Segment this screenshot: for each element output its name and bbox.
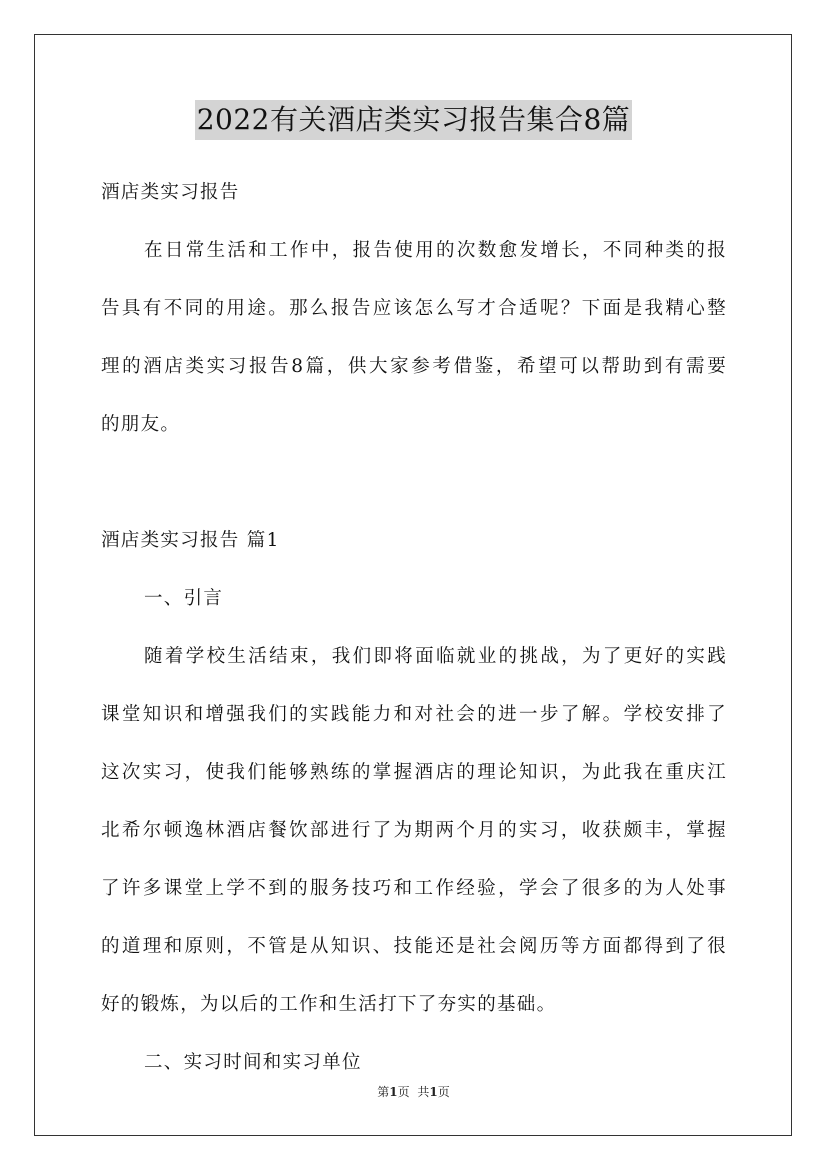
subsection-heading: 一、引言 xyxy=(144,588,224,609)
section-heading: 酒店类实习报告 xyxy=(101,182,240,203)
page-number: 1 xyxy=(389,1085,398,1099)
total-label-prefix: 共 xyxy=(417,1085,430,1099)
paragraph-line: 好的锻炼，为以后的工作和生活打下了夯实的基础。 xyxy=(101,994,557,1015)
paragraph-line: 随着学校生活结束，我们即将面临就业的挑战，为了更好的实践 xyxy=(144,646,727,667)
paragraph-line: 的朋友。 xyxy=(101,414,181,435)
subsection-heading: 二、实习时间和实习单位 xyxy=(144,1052,362,1073)
paragraph-line: 课堂知识和增强我们的实践能力和对社会的进一步了解。学校安排了 xyxy=(101,704,727,725)
document-body xyxy=(101,164,727,1092)
document-title: 2022有关酒店类实习报告集合8篇 xyxy=(195,100,633,140)
section-heading: 酒店类实习报告 篇1 xyxy=(101,530,280,551)
paragraph-line: 了许多课堂上学不到的服务技巧和工作经验，学会了很多的为人处事 xyxy=(101,878,727,899)
page-label-suffix: 页 xyxy=(397,1085,410,1099)
page-footer xyxy=(0,1083,827,1100)
title-container xyxy=(0,100,827,140)
total-pages: 1 xyxy=(429,1085,438,1099)
total-label-suffix: 页 xyxy=(437,1085,450,1099)
paragraph-line: 告具有不同的用途。那么报告应该怎么写才合适呢？下面是我精心整 xyxy=(101,298,727,319)
page-label-prefix: 第 xyxy=(377,1085,390,1099)
paragraph-line: 的道理和原则，不管是从知识、技能还是社会阅历等方面都得到了很 xyxy=(101,936,727,957)
blank-line xyxy=(101,454,727,512)
paragraph-line: 在日常生活和工作中，报告使用的次数愈发增长，不同种类的报 xyxy=(144,240,727,261)
paragraph-line: 这次实习，使我们能够熟练的掌握酒店的理论知识，为此我在重庆江 xyxy=(101,762,727,783)
paragraph-line: 理的酒店类实习报告8篇，供大家参考借鉴，希望可以帮助到有需要 xyxy=(101,356,727,377)
paragraph-line: 北希尔顿逸林酒店餐饮部进行了为期两个月的实习，收获颇丰，掌握 xyxy=(101,820,727,841)
